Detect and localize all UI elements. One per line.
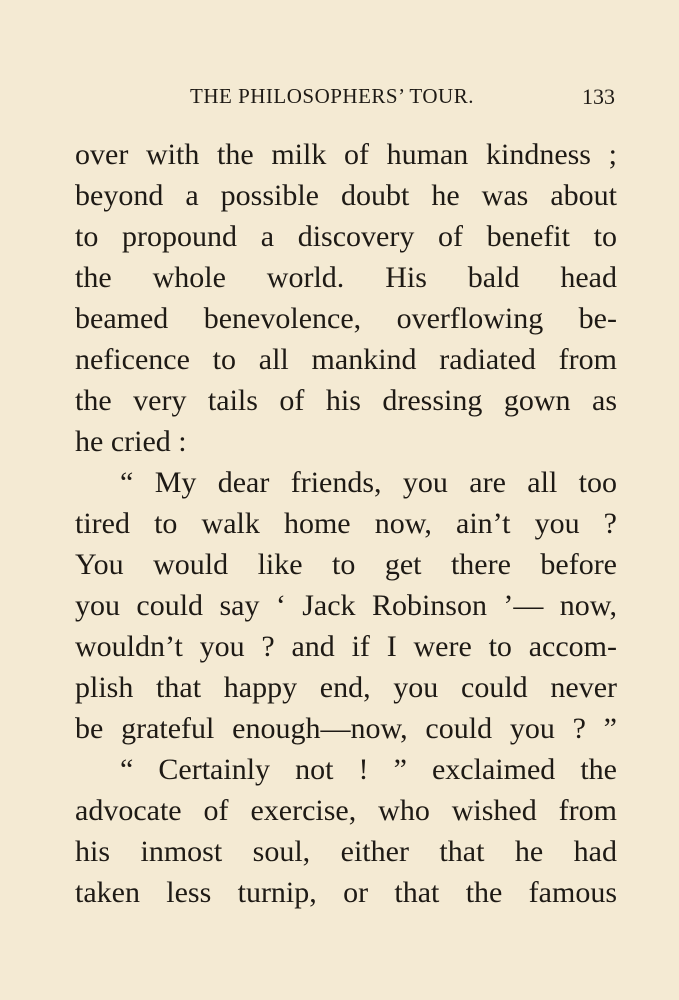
text-line: the whole world. His bald head xyxy=(75,261,617,294)
text-line: You would like to get there before xyxy=(75,548,617,581)
running-title: THE PHILOSOPHERS’ TOUR. xyxy=(190,84,474,108)
text-line: beamed benevolence, overflowing be- xyxy=(75,302,617,335)
text-line: plish that happy end, you could never xyxy=(75,671,617,704)
text-line: wouldn’t you ? and if I were to accom- xyxy=(75,630,617,663)
text-line: “ Certainly not ! ” exclaimed the xyxy=(120,753,617,786)
text-line: be grateful enough—now, could you ? ” xyxy=(75,712,617,745)
text-line: taken less turnip, or that the famous xyxy=(75,876,617,909)
text-line: neficence to all mankind radiated from xyxy=(75,343,617,376)
text-line: to propound a discovery of benefit to xyxy=(75,220,617,253)
page-number: 133 xyxy=(582,84,615,109)
text-line: advocate of exercise, who wished from xyxy=(75,794,617,827)
body-text xyxy=(75,134,617,913)
text-line: beyond a possible doubt he was about xyxy=(75,179,617,212)
text-line: the very tails of his dressing gown as xyxy=(75,384,617,417)
running-head xyxy=(75,84,617,114)
text-line: “ My dear friends, you are all too xyxy=(120,466,617,499)
text-line: his inmost soul, either that he had xyxy=(75,835,617,868)
text-line: he cried : xyxy=(75,425,187,458)
text-line: over with the milk of human kindness ; xyxy=(75,138,617,171)
text-line: tired to walk home now, ain’t you ? xyxy=(75,507,617,540)
text-line: you could say ‘ Jack Robinson ’— now, xyxy=(75,589,617,622)
